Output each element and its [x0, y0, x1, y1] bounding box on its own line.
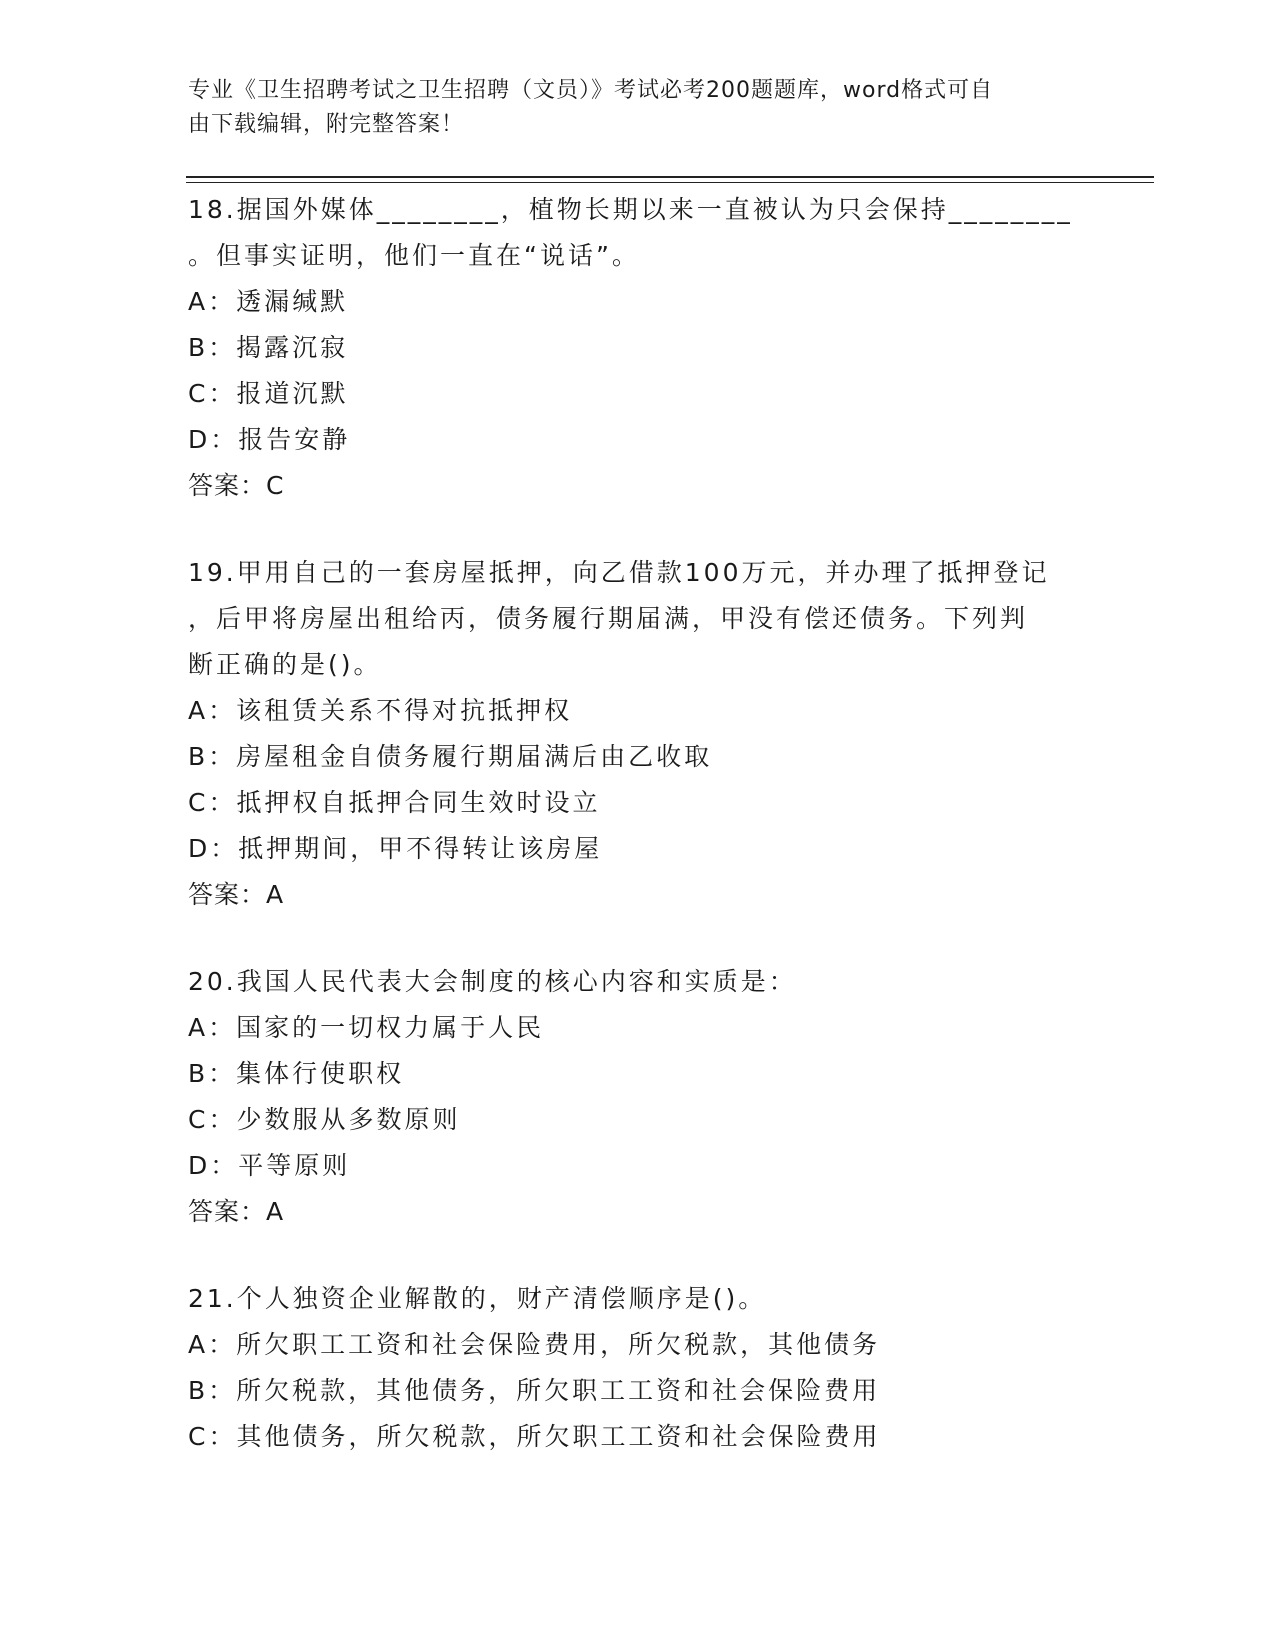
question-stem-line: 。但事实证明，他们一直在“说话”。: [188, 241, 640, 270]
question-stem-line: 20.我国人民代表大会制度的核心内容和实质是：: [188, 967, 797, 996]
option-a: A：透漏缄默: [188, 287, 349, 316]
option-c: C：少数服从多数原则: [188, 1105, 461, 1134]
question-stem-line: 18.据国外媒体________，植物长期以来一直被认为只会保持________: [188, 195, 1073, 224]
answer: 答案：C: [188, 471, 285, 500]
question-stem-line: 19.甲用自己的一套房屋抵押，向乙借款100万元，并办理了抵押登记: [188, 558, 1050, 587]
question-19: [188, 550, 1088, 918]
option-c: C：其他债务，所欠税款，所欠职工工资和社会保险费用: [188, 1422, 881, 1451]
question-stem-line: 21.个人独资企业解散的，财产清偿顺序是()。: [188, 1284, 767, 1313]
header-rule-thick: [186, 176, 1154, 178]
answer: 答案：A: [188, 880, 285, 909]
header-rule-thin: [186, 182, 1154, 183]
answer: 答案：A: [188, 1197, 285, 1226]
question-21: [188, 1276, 1088, 1460]
option-d: D：抵押期间，甲不得转让该房屋: [188, 834, 603, 863]
question-20: [188, 959, 1088, 1235]
document-header: [188, 74, 1068, 142]
option-d: D：报告安静: [188, 425, 351, 454]
option-b: B：揭露沉寂: [188, 333, 349, 362]
option-a: A：该租赁关系不得对抗抵押权: [188, 696, 573, 725]
option-a: A：国家的一切权力属于人民: [188, 1013, 545, 1042]
option-d: D：平等原则: [188, 1151, 351, 1180]
option-b: B：所欠税款，其他债务，所欠职工工资和社会保险费用: [188, 1376, 881, 1405]
question-stem-line: ，后甲将房屋出租给丙，债务履行期届满，甲没有偿还债务。下列判: [188, 604, 1029, 633]
option-c: C：报道沉默: [188, 379, 349, 408]
option-c: C：抵押权自抵押合同生效时设立: [188, 788, 601, 817]
header-line-2: 由下载编辑，附完整答案！: [188, 112, 465, 137]
option-b: B：集体行使职权: [188, 1059, 405, 1088]
option-b: B：房屋租金自债务履行期届满后由乙收取: [188, 742, 713, 771]
question-18: [188, 187, 1088, 509]
header-line-1: 专业《卫生招聘考试之卫生招聘（文员）》考试必考200题题库，word格式可自: [188, 78, 994, 103]
question-stem-line: 断正确的是()。: [188, 650, 382, 679]
question-list: [188, 187, 1088, 1501]
option-a: A：所欠职工工资和社会保险费用，所欠税款，其他债务: [188, 1330, 881, 1359]
